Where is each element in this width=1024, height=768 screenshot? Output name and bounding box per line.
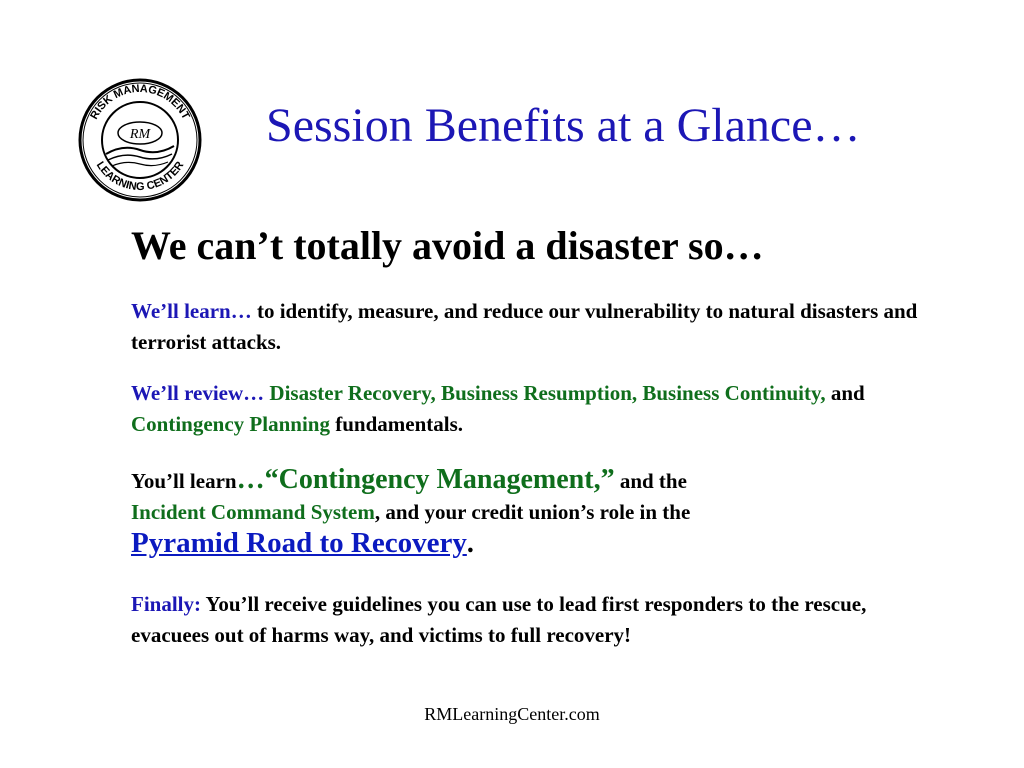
paragraph-learn bbox=[131, 296, 921, 358]
rm-learning-center-logo bbox=[78, 78, 202, 202]
paragraph-learn-lead: We’ll learn… bbox=[131, 299, 252, 323]
paragraph-contingency-lead: You’ll learn bbox=[131, 469, 237, 493]
logo-ring-text-bottom: LEARNING CENTER bbox=[93, 159, 187, 194]
review-tail: fundamentals. bbox=[329, 412, 463, 436]
contingency-middle: , and your credit union’s role in the bbox=[374, 500, 691, 524]
pyramid-road-period: . bbox=[466, 528, 474, 559]
paragraph-learn-body: to identify, measure, and reduce our vulnerability to natural disasters and terrorist attacks. bbox=[131, 299, 918, 354]
incident-command-system: Incident Command System bbox=[131, 500, 375, 524]
logo-ring-text-top: RISK MANAGEMENT bbox=[88, 82, 192, 122]
contingency-and-the: and the bbox=[614, 469, 687, 493]
pyramid-road-link[interactable]: Pyramid Road to Recovery bbox=[131, 527, 467, 559]
paragraph-finally-lead: Finally: bbox=[131, 592, 202, 616]
logo-monogram: RM bbox=[129, 127, 151, 142]
footer-website: RMLearningCenter.com bbox=[424, 704, 600, 724]
contingency-management-highlight: …“Contingency Management,” bbox=[236, 464, 615, 495]
paragraph-finally bbox=[131, 589, 921, 651]
headline: We can’t totally avoid a disaster so… bbox=[131, 223, 764, 268]
paragraph-review bbox=[131, 378, 921, 440]
review-contingency-planning: Contingency Planning bbox=[131, 412, 330, 436]
paragraph-review-lead: We’ll review… bbox=[131, 381, 265, 405]
slide-title: Session Benefits at a Glance… bbox=[266, 99, 861, 152]
review-and: and bbox=[825, 381, 865, 405]
paragraph-finally-body: You’ll receive guidelines you can use to lead first responders to the rescue, evacuees out of harms way, and victims to full recovery! bbox=[131, 592, 867, 647]
paragraph-contingency bbox=[131, 464, 921, 561]
slide-body bbox=[131, 220, 921, 651]
review-topics: Disaster Recovery, Business Resumption, Business Continuity, bbox=[264, 381, 826, 405]
